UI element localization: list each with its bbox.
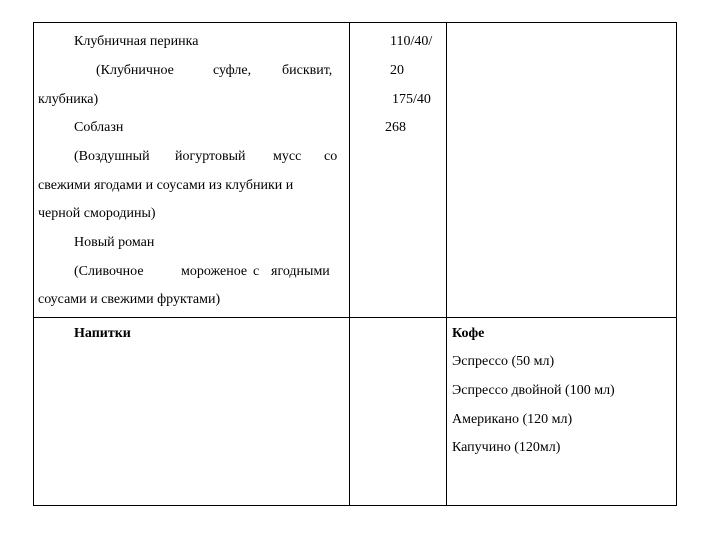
dessert-desc-word: (Клубничное [96, 63, 174, 78]
coffee-item: Капучино (120мл) [452, 440, 561, 455]
drinks-weight-cell [349, 317, 447, 506]
dessert-title-new-romance: Новый роман [74, 235, 155, 250]
dessert-weight: 268 [385, 120, 406, 135]
dessert-desc-word: ягодными [271, 264, 330, 279]
dessert-desc-word: мусс [273, 149, 302, 164]
dessert-weight: 110/40/ [390, 34, 433, 49]
dessert-desc-line: соусами и свежими фруктами) [38, 292, 221, 307]
coffee-item: Эспрессо двойной (100 мл) [452, 383, 615, 398]
coffee-item: Эспрессо (50 мл) [452, 354, 555, 369]
dessert-desc-word: с [253, 264, 260, 279]
dessert-title-strawberry: Клубничная перинка [74, 34, 199, 49]
dessert-desc-line: клубника) [38, 92, 99, 107]
dessert-desc-line: свежими ягодами и соусами из клубники и [38, 178, 294, 193]
dessert-desc-word: мороженое [181, 264, 248, 279]
dessert-desc-word: суфле, [213, 63, 252, 78]
drinks-heading: Напитки [74, 326, 131, 341]
dessert-title-temptation: Соблазн [74, 120, 124, 135]
dessert-desc-word: со [324, 149, 338, 164]
dessert-weight: 20 [390, 63, 404, 78]
coffee-item: Американо (120 мл) [452, 412, 573, 427]
dessert-desc-word: йогуртовый [175, 149, 246, 164]
dessert-desc-word: (Сливочное [74, 264, 144, 279]
coffee-heading: Кофе [452, 326, 485, 341]
dessert-desc-word: (Воздушный [74, 149, 150, 164]
dessert-desc-word: бисквит, [282, 63, 333, 78]
desserts-extra-cell [446, 22, 677, 318]
dessert-weight: 175/40 [392, 92, 431, 107]
dessert-desc-line: черной смородины) [38, 206, 156, 221]
drinks-name-cell [33, 317, 350, 506]
